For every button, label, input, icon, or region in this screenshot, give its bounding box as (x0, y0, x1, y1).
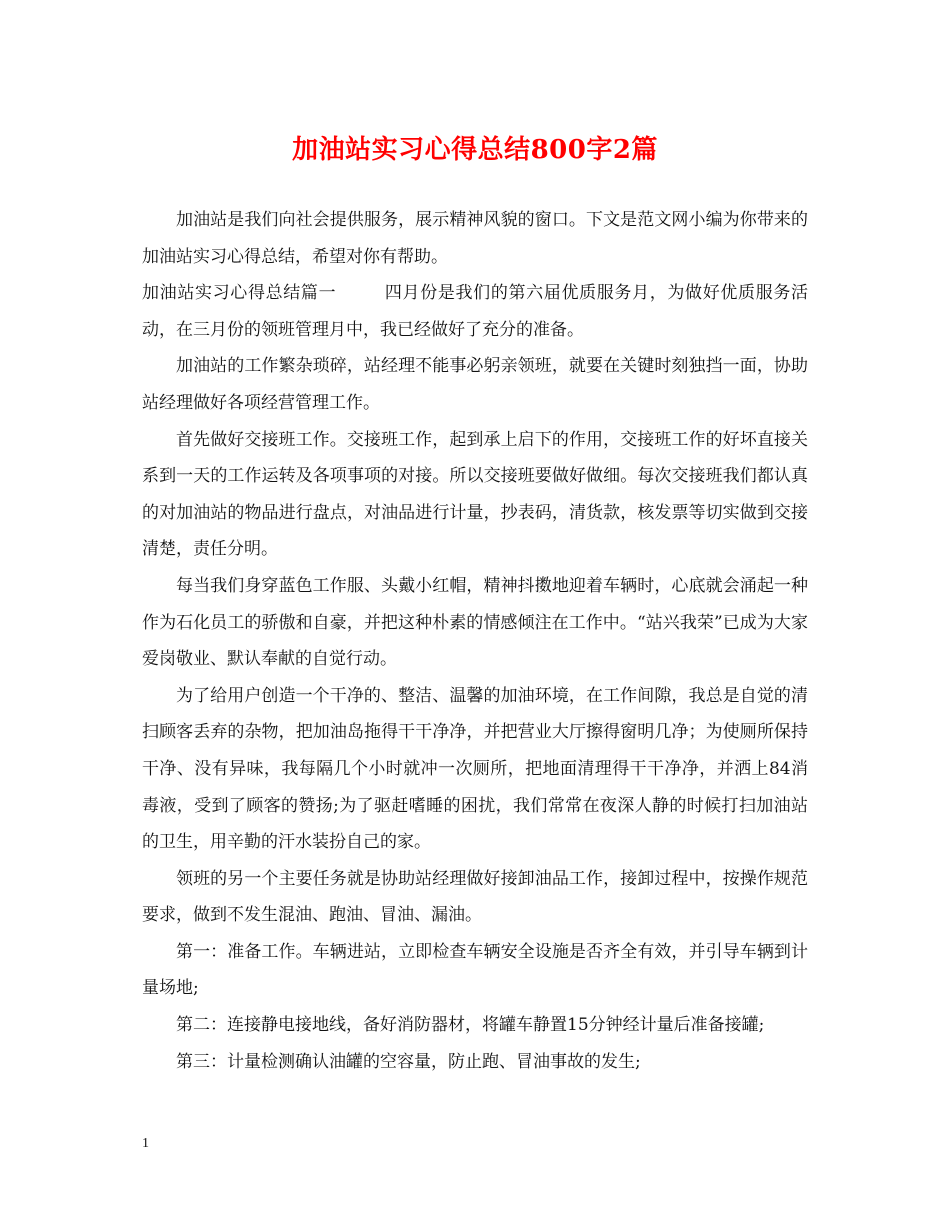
paragraph-unloading: 领班的另一个主要任务就是协助站经理做好接卸油品工作，接卸过程中，按操作规范要求，做到不发生混油、跑油、冒油、漏油。 (142, 868, 808, 926)
paragraph-intro: 加油站是我们向社会提供服务，展示精神风貌的窗口。下文是范文网小编为你带来的加油站实习心得总结，希望对你有帮助。 (142, 210, 808, 267)
paragraph-cleaning: 为了给用户创造一个干净的、整洁、温馨的加油环境，在工作间隙，我总是自觉的清扫顾客丢弃的杂物，把加油岛拖得干干净净，并把营业大厅擦得窗明几净；为使厕所保持干净、没有异味，我每隔几个小时就冲一次厕所，把地面清理得干干净净，并洒上84消毒液，受到了顾客的赞扬;为了驱赶嗜睡的困扰，我们常常在夜深人静的时候打扫加油站的卫生，用辛勤的汗水装扮自己的家。 (142, 685, 808, 853)
document-title: 加油站实习心得总结800字2篇 (292, 135, 658, 165)
paragraph-handover: 首先做好交接班工作。交接班工作，起到承上启下的作用，交接班工作的好坏直接关系到一天的工作运转及各项事项的对接。所以交接班要做好做细。每次交接班我们都认真的对加油站的物品进行盘点，对油品进行计量，抄表码，清货款，核发票等切实做到交接清楚，责任分明。 (142, 429, 808, 560)
page-number: 1 (142, 1136, 149, 1151)
paragraph-step-one: 第一：准备工作。车辆进站，立即检查车辆安全设施是否齐全有效，并引导车辆到计量场地; (142, 941, 808, 999)
paragraph-step-two: 第二：连接静电接地线，备好消防器材，将罐车静置15分钟经计量后准备接罐; (176, 1015, 765, 1036)
document-body (142, 202, 808, 1080)
section-heading: 加油站实习心得总结篇一 (142, 283, 337, 304)
section-first-sentence: 四月份是我们的第六届优质服务月，为做好优质服务活动，在三月份的领班管理月中，我已经做好了充分的准备。 (142, 283, 809, 340)
paragraph-duty: 加油站的工作繁杂琐碎，站经理不能事必躬亲领班，就要在关键时刻独挡一面，协助站经理做好各项经营管理工作。 (142, 356, 808, 413)
paragraph-step-three: 第三：计量检测确认油罐的空容量，防止跑、冒油事故的发生; (176, 1051, 641, 1072)
paragraph-section-one (142, 275, 808, 348)
paragraph-pride: 每当我们身穿蓝色工作服、头戴小红帽，精神抖擞地迎着车辆时，心底就会涌起一种作为石化员工的骄傲和自豪，并把这种朴素的情感倾注在工作中。“站兴我荣”已成为大家爱岗敬业、默认奉献的自觉行动。 (142, 575, 808, 670)
